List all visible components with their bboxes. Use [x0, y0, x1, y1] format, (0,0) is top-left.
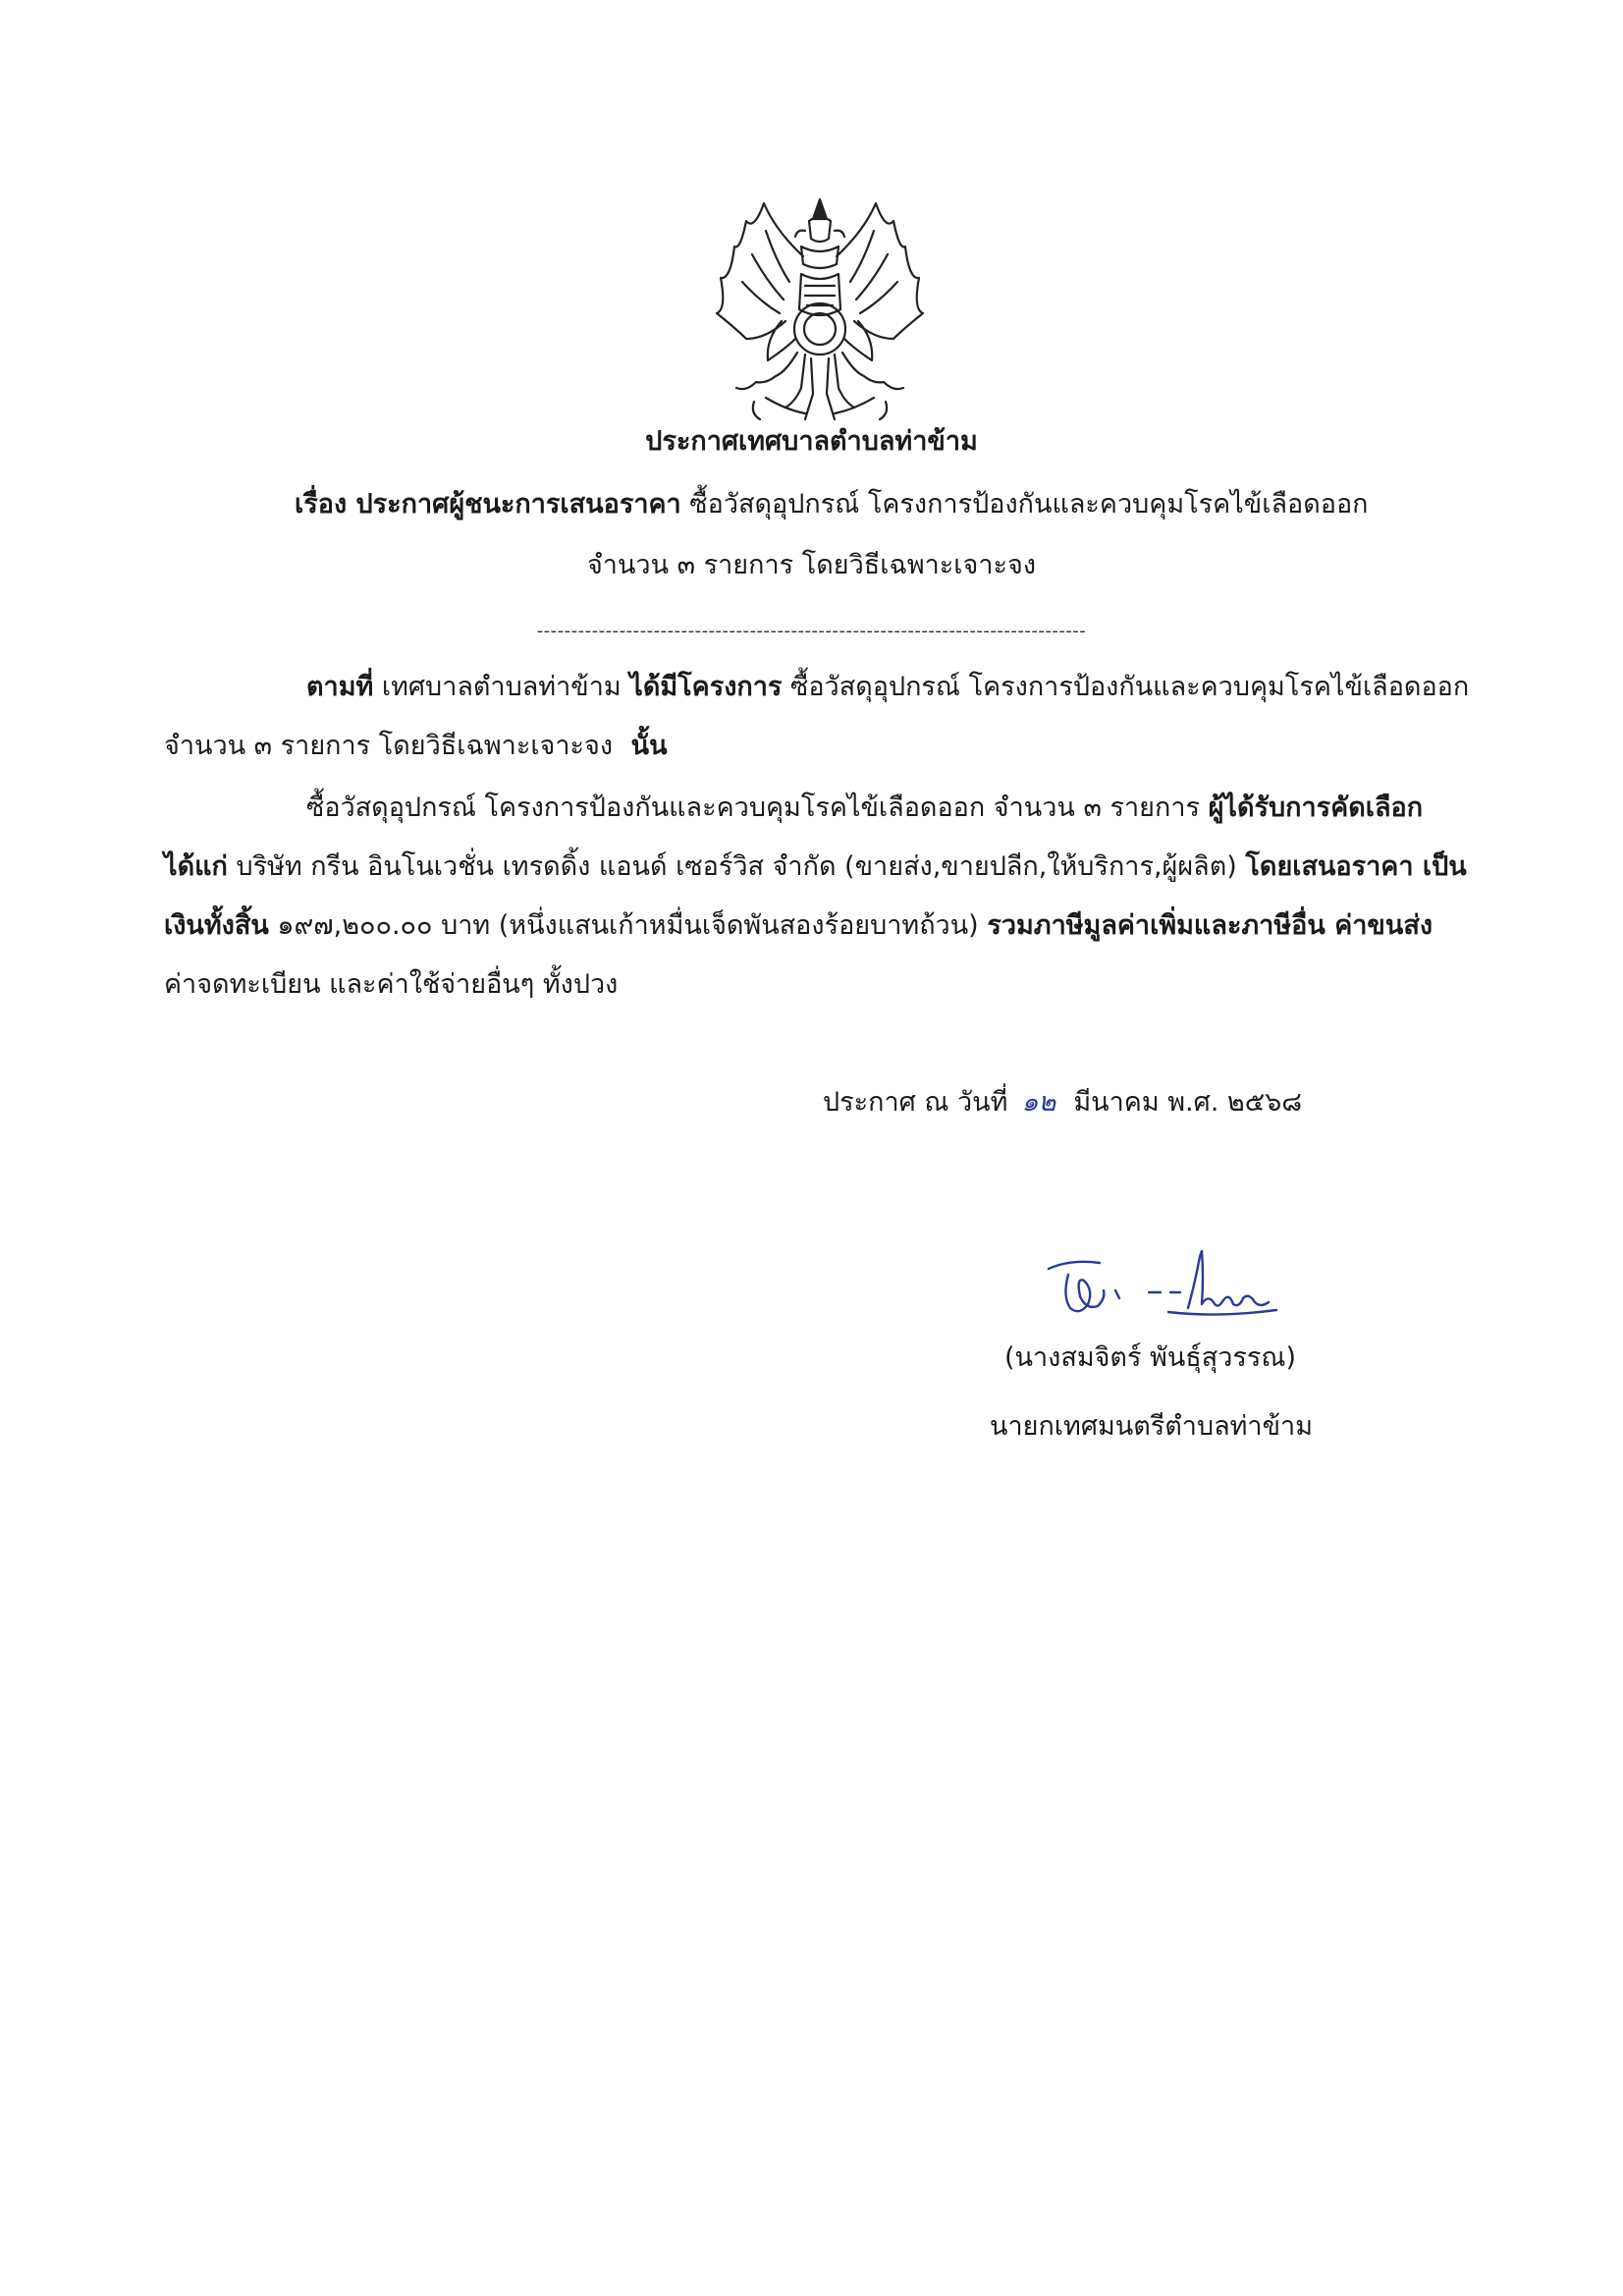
signatory-name: (นางสมจิตร์ พันธุ์สุวรรณ) [1004, 1342, 1297, 1373]
page-title: ประกาศเทศบาลตำบลท่าข้าม [645, 426, 978, 457]
p2-l3-bold: เงินทั้งสิ้น [164, 910, 269, 941]
subject-line-2: จำนวน ๓ รายการ โดยวิธีเฉพาะเจาะจง [586, 550, 1037, 580]
p1-word-2: เทศบาลตำบลท่าข้าม [381, 672, 622, 702]
handwritten-signature [1041, 1247, 1286, 1326]
paragraph-2-line-2 [164, 849, 1467, 885]
date-suffix: มีนาคม พ.ศ. ๒๕๖๘ [1073, 1087, 1303, 1118]
garuda-emblem-icon [707, 191, 933, 432]
paragraph-1-line-1 [306, 670, 1469, 705]
paragraph-2-line-3 [164, 908, 1433, 944]
p1-word-1: ตามที่ [306, 672, 374, 702]
p2-l2-bold: ได้แก่ [164, 851, 228, 882]
paragraph-2-line-4: ค่าจดทะเบียน และค่าใช้จ่ายอื่นๆ ทั้งปวง [164, 969, 619, 1000]
p2-l3-bold-2: รวมภาษีมูลค่าเพิ่มและภาษีอื่น ค่าขนส่ง [987, 910, 1433, 941]
paragraph-2-line-1 [306, 791, 1423, 826]
p1-word-4: ซื้อวัสดุอุปกรณ์ โครงการป้องกันและควบคุมโรคไข้เลือดออก [790, 672, 1470, 702]
subject-label: เรื่อง ประกาศผู้ชนะการเสนอราคา [295, 489, 681, 519]
p1-line2-text: จำนวน ๓ รายการ โดยวิธีเฉพาะเจาะจง [164, 731, 614, 761]
p2-l1-text: ซื้อวัสดุอุปกรณ์ โครงการป้องกันและควบคุมโรคไข้เลือดออก จำนวน ๓ รายการ [306, 793, 1200, 823]
p1-word-3: ได้มีโครงการ [629, 672, 783, 702]
signatory-position: นายกเทศมนตรีตำบลท่าข้าม [990, 1411, 1313, 1442]
date-prefix: ประกาศ ณ วันที่ [823, 1087, 1008, 1118]
divider: -------------------------------------------------------------------------------- [536, 621, 1087, 641]
subject-text: ซื้อวัสดุอุปกรณ์ โครงการป้องกันและควบคุมโรคไข้เลือดออก [689, 489, 1369, 519]
p2-l2-bold-2: โดยเสนอราคา เป็น [1245, 851, 1467, 882]
announcement-date [823, 1085, 1302, 1121]
date-day: ๑๒ [1021, 1087, 1056, 1118]
paragraph-1-line-2 [164, 729, 668, 764]
p2-l2-text: บริษัท กรีน อินโนเวชั่น เทรดดิ้ง แอนด์ เซอร์วิส จำกัด (ขายส่ง,ขายปลีก,ให้บริการ,ผู้ผลิต) [236, 851, 1237, 882]
p2-l1-bold: ผู้ได้รับการคัดเลือก [1208, 793, 1424, 823]
subject-line [295, 487, 1369, 522]
p1-line2-end: นั้น [630, 731, 668, 761]
p2-l3-amount: ๑๙๗,๒๐๐.๐๐ บาท (หนึ่งแสนเก้าหมื่นเจ็ดพันสองร้อยบาทถ้วน) [277, 910, 979, 941]
